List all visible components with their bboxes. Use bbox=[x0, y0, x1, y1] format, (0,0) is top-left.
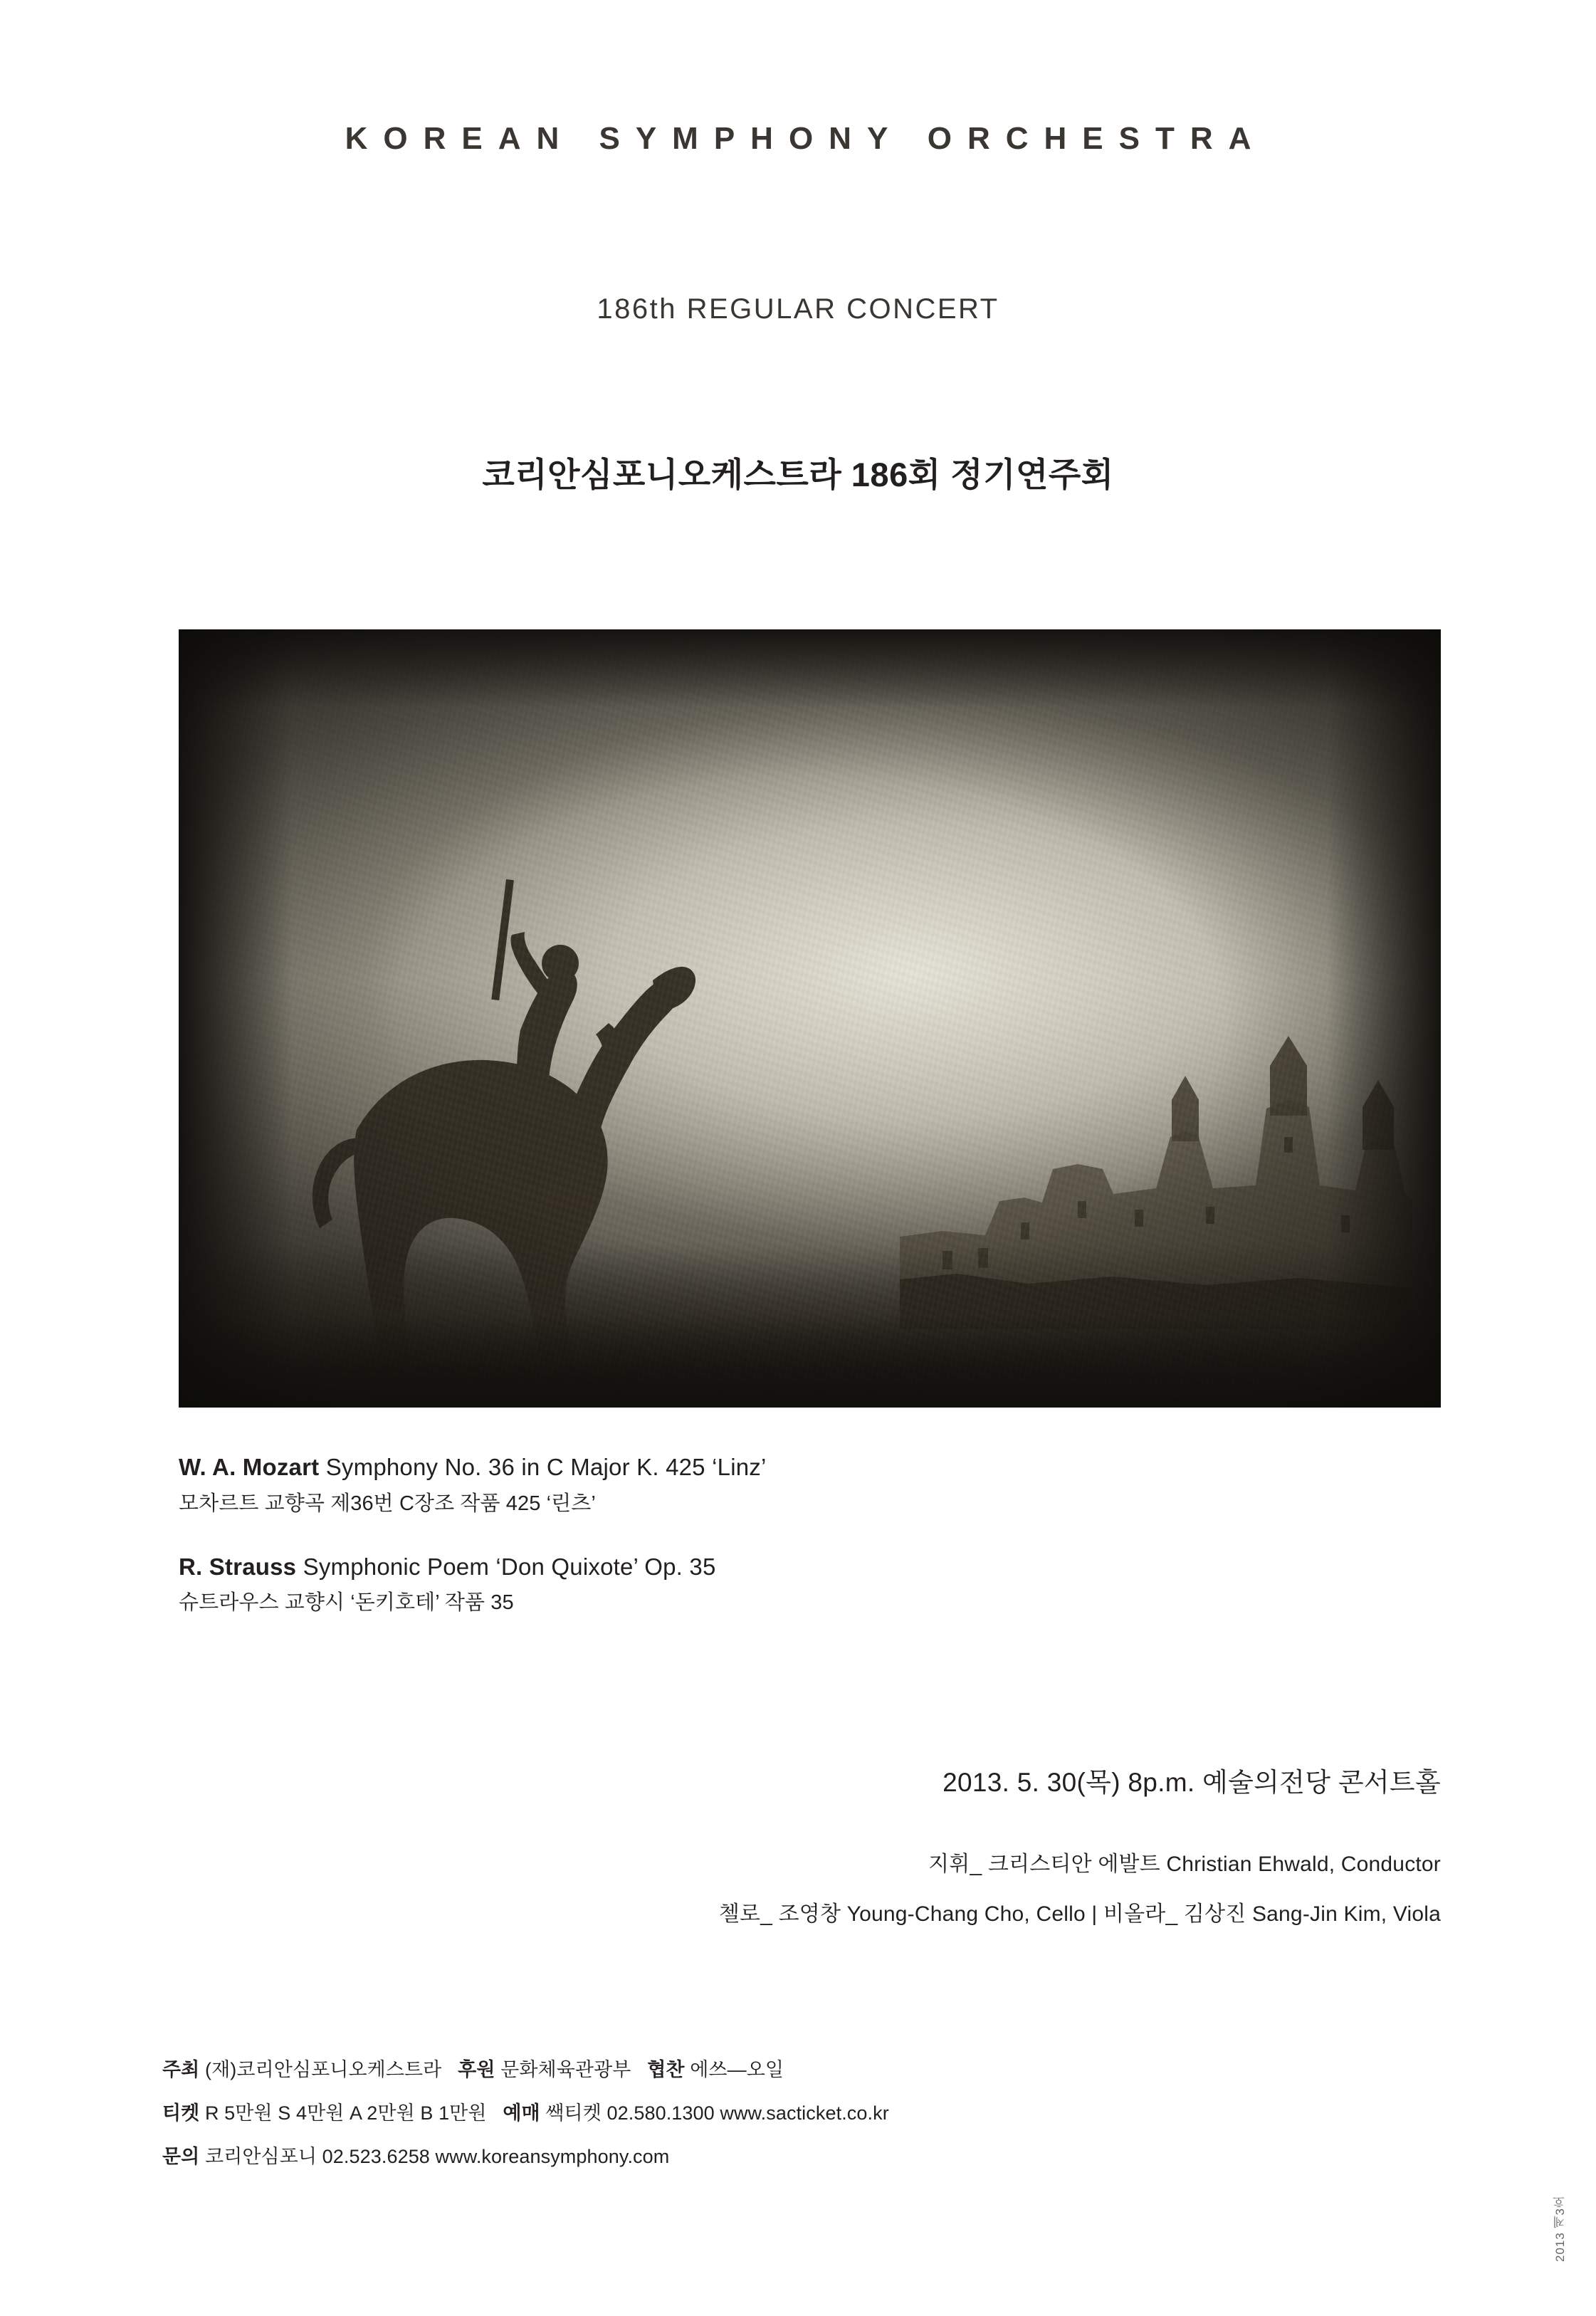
footer-organizers bbox=[162, 2058, 1230, 2082]
inquiry-info[interactable]: 코리안심포니 02.523.6258 www.koreansymphony.com bbox=[204, 2146, 670, 2168]
conductor-credit: 지휘_ 크리스티안 에발트 Christian Ehwald, Conductor bbox=[928, 1853, 1441, 1876]
booking-info[interactable]: 쌕티켓 02.580.1300 www.sacticket.co.kr bbox=[545, 2102, 889, 2124]
performance-details bbox=[444, 1761, 1441, 1946]
program-item bbox=[179, 1551, 1104, 1618]
poster-footer bbox=[162, 2058, 1230, 2188]
program-english-line bbox=[179, 1451, 1104, 1484]
booking-label: 예매 bbox=[503, 2102, 540, 2124]
program-composer: R. Strauss bbox=[179, 1553, 297, 1580]
inquiry-label: 문의 bbox=[162, 2146, 200, 2168]
program-composer: W. A. Mozart bbox=[179, 1454, 320, 1480]
program-work-english: Symphony No. 36 in C Major K. 425 ‘Linz’ bbox=[325, 1454, 767, 1480]
concert-title-korean: 코리안심포니오케스트라 186회 정기연주회 bbox=[482, 456, 1114, 493]
organization-title: KOREAN SYMPHONY ORCHESTRA bbox=[345, 121, 1267, 156]
program-list bbox=[179, 1451, 1104, 1650]
program-work-english: Symphonic Poem ‘Don Quixote’ Op. 35 bbox=[303, 1553, 716, 1580]
side-note: 2013 제3호 bbox=[1553, 2195, 1567, 2262]
host-value: (재)코리안심포니오케스트라 bbox=[204, 2059, 442, 2080]
sponsor-label: 협찬 bbox=[647, 2059, 685, 2080]
ticket-prices: R 5만원 S 4만원 A 2만원 B 1만원 bbox=[204, 2102, 487, 2124]
sponsor-value: 에쓰―오일 bbox=[690, 2059, 784, 2080]
footer-inquiry bbox=[162, 2144, 1230, 2169]
footer-ticketing bbox=[162, 2101, 1230, 2126]
soloist-credit: 첼로_ 조영창 Young-Chang Cho, Cello | 비올라_ 김상진 Sang-Jin Kim, Viola bbox=[718, 1902, 1441, 1926]
poster-artwork bbox=[179, 629, 1441, 1408]
program-work-korean: 슈트라우스 교향시 ‘돈키호테’ 작품 35 bbox=[179, 1591, 514, 1615]
support-label: 후원 bbox=[458, 2059, 495, 2080]
concert-number-english: 186th REGULAR CONCERT bbox=[597, 293, 999, 325]
host-label: 주최 bbox=[162, 2059, 200, 2080]
datetime-venue: 2013. 5. 30(목) 8p.m. 예술의전당 콘서트홀 bbox=[943, 1768, 1441, 1797]
program-work-korean: 모차르트 교향곡 제36번 C장조 작품 425 ‘린츠’ bbox=[179, 1492, 596, 1515]
artwork-vignette bbox=[179, 629, 1441, 1408]
support-value: 문화체육관광부 bbox=[500, 2059, 631, 2080]
program-item bbox=[179, 1451, 1104, 1518]
ticket-label: 티켓 bbox=[162, 2102, 200, 2124]
program-english-line bbox=[179, 1551, 1104, 1583]
